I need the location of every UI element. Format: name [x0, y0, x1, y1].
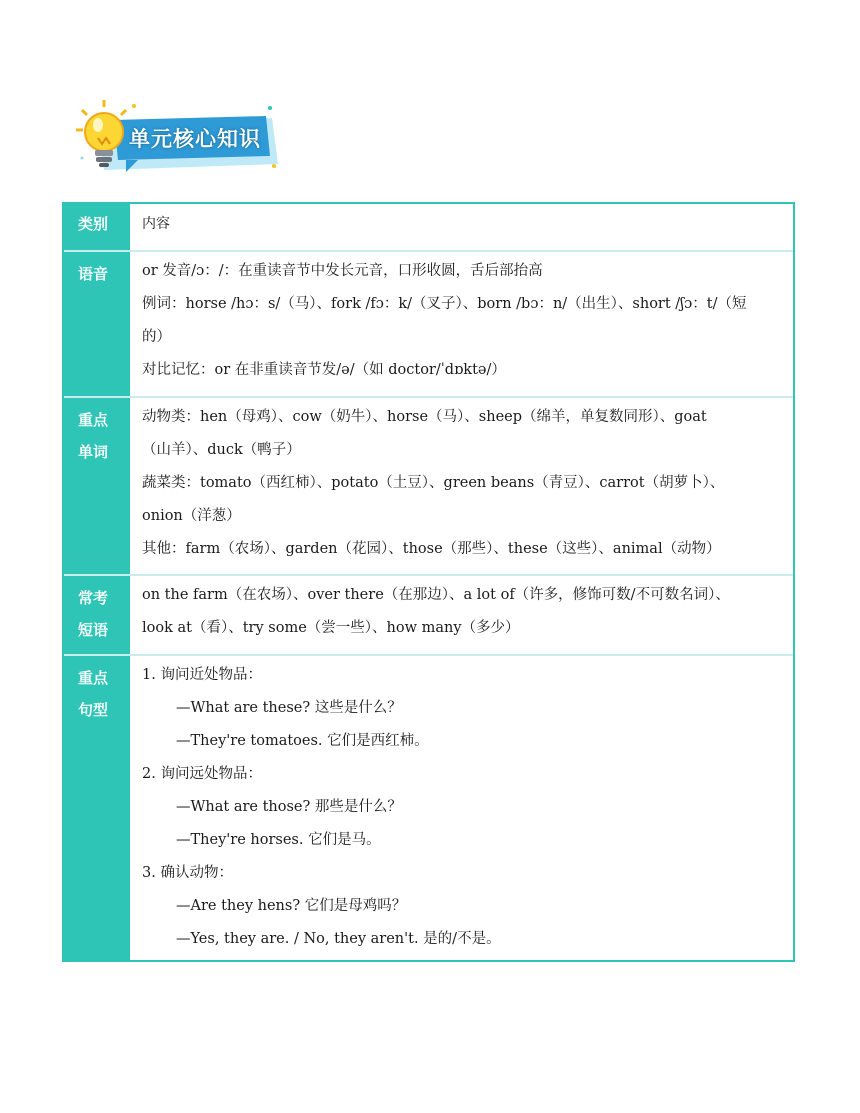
content-line: on the farm（在农场）、over there（在那边）、a lot of（许多，修饰可数/不可数名词）、	[142, 587, 730, 603]
header-content: 内容	[142, 216, 170, 232]
content-line: —What are those? 那些是什么？	[176, 799, 402, 815]
content-line: 动物类：hen（母鸡）、cow（奶牛）、horse（马）、sheep（绵羊，单复数同形）、goat	[142, 409, 707, 425]
row-category: 重点 单词	[64, 398, 132, 574]
content-line: or 发音/ɔ：/：在重读音节中发长元音，口形收圆，舌后部抬高	[142, 263, 543, 279]
row-content	[132, 252, 793, 396]
section-title: 单元核心知识	[129, 127, 261, 151]
row-category: 常考 短语	[64, 576, 132, 654]
row-content	[132, 398, 793, 574]
table-header-row	[64, 204, 793, 250]
content-line: 1. 询问近处物品：	[142, 667, 262, 683]
section-badge	[74, 98, 284, 178]
header-category: 类别	[64, 204, 132, 250]
content-line: 对比记忆：or 在非重读音节发/ə/（如 doctor/ˈdɒktə/）	[142, 362, 506, 378]
row-content	[132, 656, 793, 960]
content-line: 2. 询问远处物品：	[142, 766, 262, 782]
content-line: —They're tomatoes. 它们是西红柿。	[176, 733, 429, 749]
table-row-phonetics	[64, 250, 793, 396]
content-line: —Yes, they are. / No, they aren't. 是的/不是。	[176, 931, 501, 947]
content-line: —What are these? 这些是什么？	[176, 700, 402, 716]
content-line: 其他：farm（农场）、garden（花园）、those（那些）、these（这些）、animal（动物）	[142, 541, 721, 557]
content-line: look at（看）、try some（尝一些）、how many（多少）	[142, 620, 520, 636]
content-line: —Are they hens? 它们是母鸡吗？	[176, 898, 407, 914]
table-row-key-words	[64, 396, 793, 574]
content-line: 蔬菜类：tomato（西红柿）、potato（土豆）、green beans（青豆）、carrot（胡萝卜）、	[142, 475, 725, 491]
content-line: —They're horses. 它们是马。	[176, 832, 381, 848]
content-line: （山羊）、duck（鸭子）	[142, 442, 301, 458]
content-line: 3. 确认动物：	[142, 865, 233, 881]
row-content	[132, 576, 793, 654]
row-category: 重点 句型	[64, 656, 132, 960]
row-category: 语音	[64, 252, 132, 396]
knowledge-table	[62, 202, 795, 962]
content-line: onion（洋葱）	[142, 508, 241, 524]
content-line: 例词：horse /hɔ：s/（马）、fork /fɔ：k/（叉子）、born /bɔ：n/（出生）、short /ʃɔ：t/（短	[142, 296, 747, 312]
content-line: 的）	[142, 329, 171, 345]
table-row-sentence-patterns	[64, 654, 793, 960]
table-row-phrases	[64, 574, 793, 654]
